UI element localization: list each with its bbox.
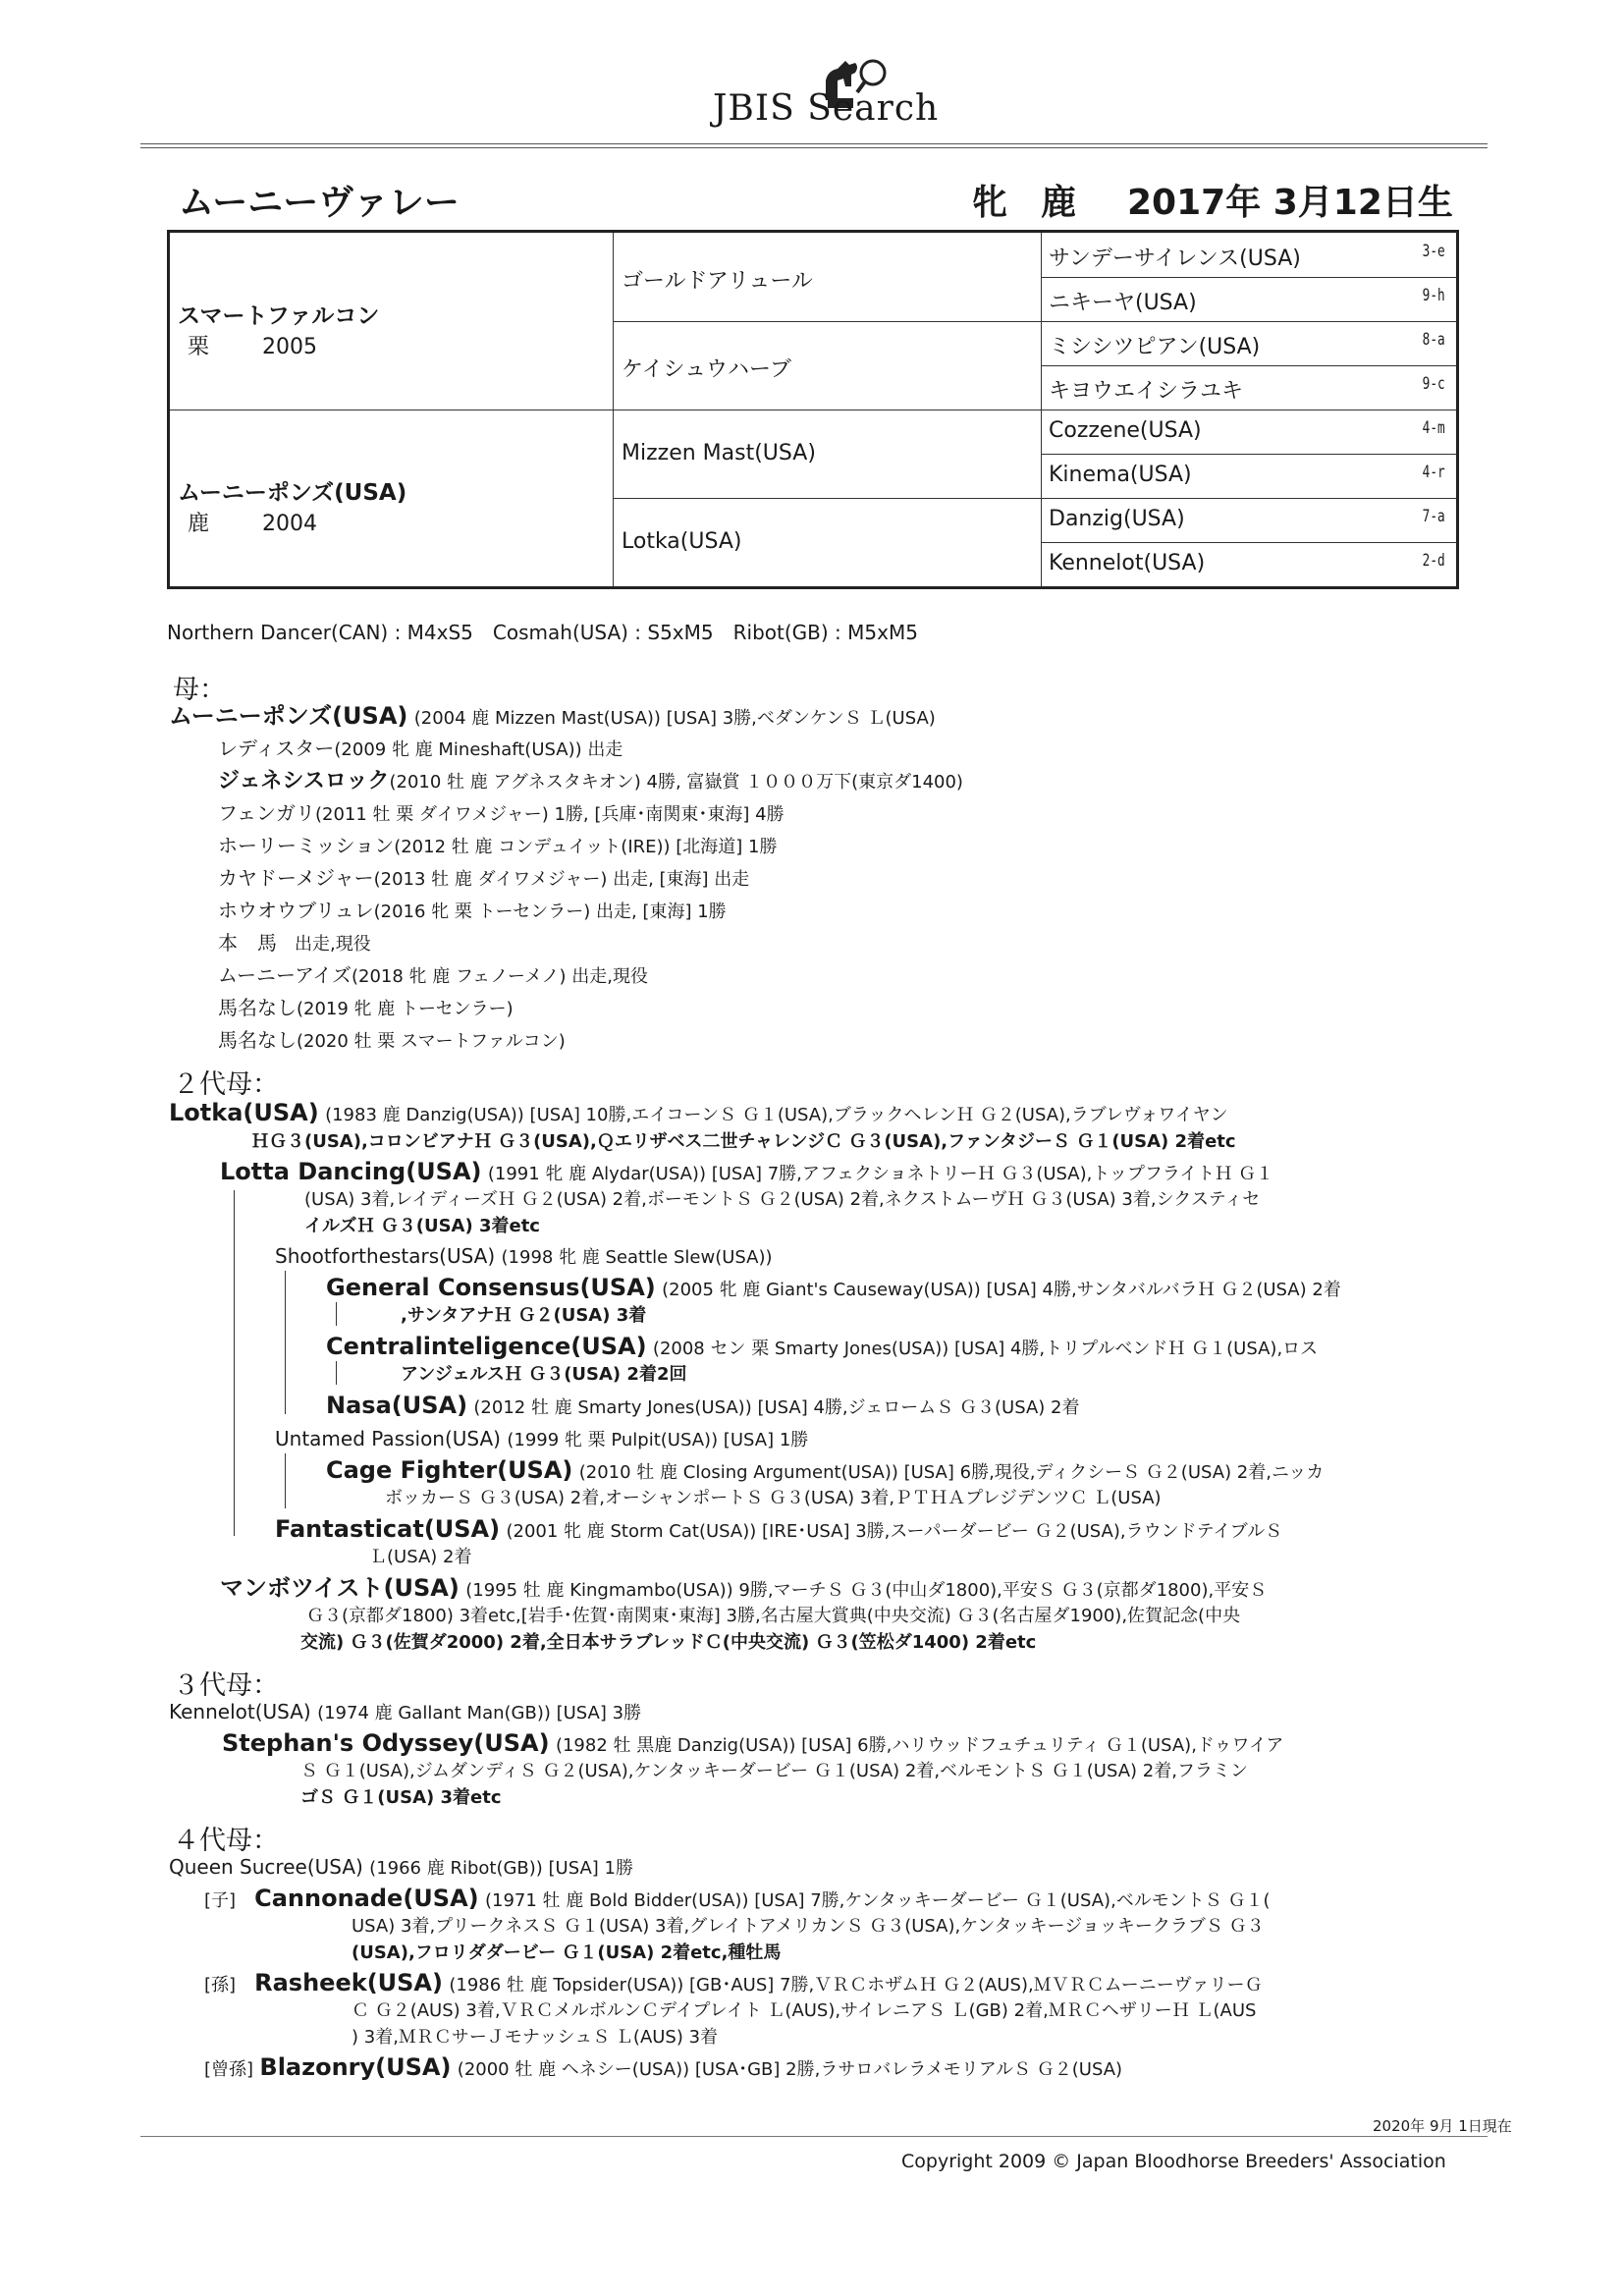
sire-name: スマートファルコン	[178, 303, 380, 329]
tree-line	[234, 1190, 235, 1536]
lotka-entry: Lotka(USA) (1983 鹿 Danzig(USA)) [USA] 10勝,エイコーンＳ Ｇ１(USA),ブラックヘレンＨ Ｇ２(USA),ラブレヴォワイヤン	[169, 1099, 1228, 1126]
cannonade-entry: [子] Cannonade(USA) (1971 牡 鹿 Bold Bidder(USA)) [USA] 7勝,ケンタッキーダービー Ｇ１(USA),ベルモントＳ Ｇ１(	[204, 1885, 1271, 1912]
dam-color: 鹿	[188, 512, 210, 536]
centralinteligence-entry: Centralinteligence(USA) (2008 セン 栗 Smarty Jones(USA)) [USA] 4勝,トリプルベンドＨ Ｇ１(USA),ロス	[326, 1333, 1319, 1360]
offspring-row: 馬名なし(2020 牡 栗 スマートファルコン)	[218, 1028, 566, 1052]
kennelot-entry: Kennelot(USA) (1974 鹿 Gallant Man(GB)) [USA] 3勝	[169, 1700, 642, 1723]
offspring-row: ホウオウブリュレ(2016 牝 栗 トーセンラー) 出走, [東海] 1勝	[218, 899, 727, 922]
stephans-odyssey-cont: ゴＳ Ｇ１(USA) 3着etc	[300, 1787, 502, 1808]
queen-sucree-entry: Queen Sucree(USA) (1966 鹿 Ribot(GB)) [USA] 1勝	[169, 1855, 634, 1879]
sire-dam[interactable]: ケイシュウハーブ	[622, 357, 791, 382]
nasa-entry: Nasa(USA) (2012 牡 鹿 Smarty Jones(USA)) [USA] 4勝,ジェロームＳ Ｇ３(USA) 2着	[326, 1392, 1080, 1419]
sire-year: 2005	[262, 335, 318, 359]
stephans-odyssey-entry: Stephan's Odyssey(USA) (1982 牡 黒鹿 Danzig(USA)) [USA] 6勝,ハリウッドフュチュリティ Ｇ１(USA),ドゥワイア	[222, 1729, 1284, 1757]
rasheek-cont: Ｃ Ｇ２(AUS) 3着,ＶＲＣメルボルンＣデイプレイト Ｌ(AUS),サイレニアＳ Ｌ(GB) 2着,ＭＲＣヘザリーＨ Ｌ(AUS	[352, 2000, 1257, 2021]
pedigree-table	[167, 230, 1459, 589]
gen3-ancestor[interactable]: Kinema(USA) 4-r	[1049, 463, 1445, 487]
gen3-ancestor[interactable]: Danzig(USA) 7-a	[1049, 507, 1445, 531]
mambo-twist-cont: 交流) Ｇ３(佐賀ダ2000) 2着,全日本サラブレッドＣ(中央交流) Ｇ３(笠松ダ1400) 2着etc	[300, 1632, 1037, 1653]
cannonade-cont: (USA),フロリダダービー Ｇ１(USA) 2着etc,種牡馬	[352, 1942, 782, 1963]
cannonade-cont: USA) 3着,プリークネスＳ Ｇ１(USA) 3着,グレイトアメリカンＳ Ｇ３(USA),ケンタッキージョッキークラブＳ Ｇ３	[352, 1916, 1265, 1937]
offspring-row: ホーリーミッション(2012 牡 鹿 コンデュイット(IRE)) [北海道] 1勝	[218, 834, 778, 857]
offspring-row: レディスター(2009 牝 鹿 Mineshaft(USA)) 出走	[218, 737, 623, 760]
section-dam: 母：	[173, 675, 226, 705]
gen3-ancestor[interactable]: ニキーヤ(USA) 9-h	[1049, 286, 1445, 315]
gen3-ancestor[interactable]: キヨウエイシラユキ 9-c	[1049, 374, 1445, 404]
footer-rule	[140, 2136, 1488, 2137]
section-gen4: ４代母：	[173, 1826, 279, 1856]
general-consensus-entry: General Consensus(USA) (2005 牝 鹿 Giant's Causeway(USA)) [USA] 4勝,サンタバルバラＨ Ｇ２(USA) 2着	[326, 1274, 1341, 1301]
dam-dam[interactable]: Lotka(USA)	[622, 529, 742, 554]
sire-sire[interactable]: ゴールドアリュール	[622, 269, 813, 294]
fantasticat-cont: Ｌ(USA) 2着	[369, 1547, 472, 1567]
cage-fighter-cont: ボッカーＳ Ｇ３(USA) 2着,オーシャンポートＳ Ｇ３(USA) 3着,ＰＴＨＡプレジデンツＣ Ｌ(USA)	[385, 1488, 1162, 1508]
logo-text: JBIS Search	[713, 88, 940, 129]
dam-entry: ムーニーポンズ(USA) (2004 鹿 Mizzen Mast(USA)) [USA] 3勝,ベダンケンＳ Ｌ(USA)	[169, 702, 936, 730]
gen3-ancestor[interactable]: Cozzene(USA) 4-m	[1049, 418, 1445, 443]
tree-line	[285, 1453, 286, 1508]
mambo-twist-cont: Ｇ３(京都ダ1800) 3着etc,[岩手･佐賀･南関東･東海] 3勝,名古屋大賞典(中央交流) Ｇ３(名古屋ダ1900),佐賀記念(中央	[306, 1606, 1241, 1626]
untamed-passion-entry: Untamed Passion(USA) (1999 牝 栗 Pulpit(USA)) [USA] 1勝	[275, 1427, 809, 1450]
horse-sex: 牝	[972, 183, 1008, 223]
lotta-dancing-cont: (USA) 3着,レイディーズＨ Ｇ２(USA) 2着,ボーモントＳ Ｇ２(USA) 2着,ネクストムーヴＨ Ｇ３(USA) 3着,シクスティセ	[304, 1189, 1261, 1210]
offspring-row: 本 馬 出走,現役	[218, 931, 371, 955]
horse-name: ムーニーヴァレー	[179, 183, 460, 223]
offspring-row: フェンガリ(2011 牡 栗 ダイワメジャー) 1勝, [兵庫･南関東･東海] 4勝	[218, 801, 785, 825]
tree-line	[336, 1302, 337, 1326]
horse-color: 鹿	[1041, 183, 1077, 223]
lotka-entry-cont: ＨＧ３(USA),コロンビアナＨ Ｇ３(USA),Ｑエリザベス二世チャレンジＣ Ｇ３(USA),ファンタジーＳ Ｇ１(USA) 2着etc	[251, 1131, 1236, 1152]
mambo-twist-entry: マンボツイスト(USA) (1995 牡 鹿 Kingmambo(USA)) 9勝,マーチＳ Ｇ３(中山ダ1800),平安Ｓ Ｇ３(京都ダ1800),平安Ｓ	[220, 1574, 1268, 1602]
dam-year: 2004	[262, 512, 318, 536]
lotta-dancing-entry: Lotta Dancing(USA) (1991 牝 鹿 Alydar(USA)) [USA] 7勝,アフェクショネトリーＨ Ｇ３(USA),トップフライトＨ Ｇ１	[220, 1158, 1274, 1185]
copyright: Copyright 2009 © Japan Bloodhorse Breeders' Association	[901, 2151, 1446, 2172]
stephans-odyssey-cont: Ｓ Ｇ１(USA),ジムダンディＳ Ｇ２(USA),ケンタッキーダービー Ｇ１(USA) 2着,ベルモントＳ Ｇ１(USA) 2着,フラミン	[300, 1761, 1248, 1781]
inbreeding-note: Northern Dancer(CAN) : M4xS5 Cosmah(USA) : S5xM5 Ribot(GB) : M5xM5	[167, 621, 918, 644]
offspring-row: ムーニーアイズ(2018 牝 鹿 フェノーメノ) 出走,現役	[218, 963, 648, 987]
dam-sire[interactable]: Mizzen Mast(USA)	[622, 441, 816, 465]
dam-name: ムーニーポンズ(USA)	[178, 480, 407, 506]
horse-birth-date: 2017年 3月12日生	[1127, 183, 1453, 223]
dam-cell[interactable]	[178, 474, 406, 537]
lotta-dancing-cont: イルズＨ Ｇ３(USA) 3着etc	[304, 1216, 540, 1236]
offspring-row: ジェネシスロック(2010 牡 鹿 アグネスタキオン) 4勝, 富嶽賞 １０００万下(東京ダ1400)	[218, 769, 963, 793]
fantasticat-entry: Fantasticat(USA) (2001 牝 鹿 Storm Cat(USA)) [IRE･USA] 3勝,スーパーダービー Ｇ２(USA),ラウンドテイブルＳ	[275, 1515, 1283, 1543]
as-of-date: 2020年 9月 1日現在	[1373, 2117, 1512, 2135]
general-consensus-cont: ,サンタアナＨ Ｇ２(USA) 3着	[401, 1305, 647, 1326]
sire-color: 栗	[188, 335, 210, 359]
centralinteligence-cont: アンジェルスＨ Ｇ３(USA) 2着2回	[401, 1364, 687, 1385]
tree-line	[336, 1361, 337, 1385]
header-rule	[140, 143, 1488, 148]
gen3-ancestor[interactable]: Kennelot(USA) 2-d	[1049, 551, 1445, 575]
gen3-ancestor[interactable]: サンデーサイレンス(USA) 3-e	[1049, 242, 1445, 271]
cage-fighter-entry: Cage Fighter(USA) (2010 牡 鹿 Closing Argument(USA)) [USA] 6勝,現役,ディクシーＳ Ｇ２(USA) 2着,ニッカ	[326, 1456, 1325, 1484]
tree-line	[285, 1271, 286, 1414]
gen3-ancestor[interactable]: ミシシツピアン(USA) 8-a	[1049, 330, 1445, 359]
section-gen3: ３代母：	[173, 1670, 279, 1701]
rasheek-entry: [孫] Rasheek(USA) (1986 牡 鹿 Topsider(USA)) [GB･AUS] 7勝,ＶＲＣホザムＨ Ｇ２(AUS),ＭＶＲＣムーニーヴァリーＧ	[204, 1969, 1263, 1996]
blazonry-entry: [曾孫] Blazonry(USA) (2000 牡 鹿 ヘネシー(USA)) [USA･GB] 2勝,ラサロバレラメモリアルＳ Ｇ２(USA)	[204, 2053, 1123, 2081]
sire-cell[interactable]	[178, 298, 379, 360]
offspring-row: カヤドーメジャー(2013 牡 鹿 ダイワメジャー) 出走, [東海] 出走	[218, 866, 750, 890]
offspring-row: 馬名なし(2019 牝 鹿 トーセンラー)	[218, 996, 514, 1019]
rasheek-cont: ) 3着,ＭＲＣサーＪモナッシュＳ Ｌ(AUS) 3着	[352, 2027, 719, 2048]
shootforthestars-entry: Shootforthestars(USA) (1998 牝 鹿 Seattle Slew(USA))	[275, 1244, 773, 1268]
jbis-logo[interactable]	[713, 51, 948, 139]
section-gen2: ２代母：	[173, 1069, 279, 1100]
